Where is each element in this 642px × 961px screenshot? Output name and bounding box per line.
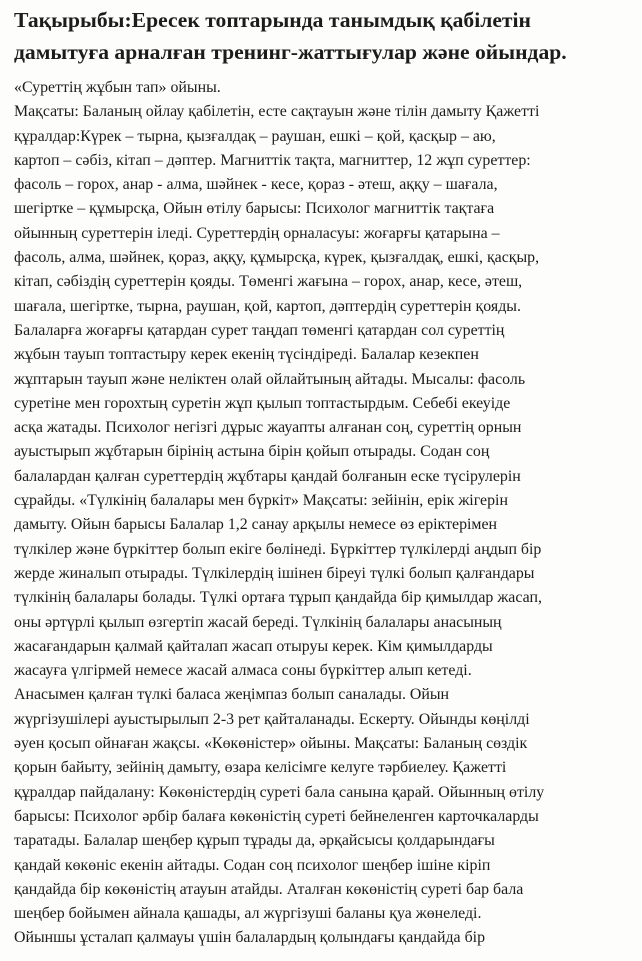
body-text-line: шегіртке – құмырсқа, Ойын өтілу барысы: Психолог магниттік тақтаға bbox=[14, 200, 495, 218]
body-text-line: жүргізушілері ауыстырылып 2-3 рет қайталанады. Ескерту. Ойынды көңілді bbox=[14, 710, 530, 728]
body-text-line: асқа жатады. Психолог негізгі дұрыс жауапты алғанан соң, суреттің орнын bbox=[14, 419, 522, 437]
body-text-line: оны әртүрлі қылып өзгертіп жасай береді. Түлкінің балалары анасының bbox=[14, 613, 502, 631]
body-text-line: фасоль, алма, шәйнек, қораз, аққу, құмырсқа, күрек, қызғалдақ, ешкі, қасқыр, bbox=[14, 249, 540, 267]
title-line: Тақырыбы:Ересек топтарында танымдық қабілетін bbox=[14, 8, 531, 32]
body-text-line: түлкілер және бүркіттер болып екіге бөлінеді. Бүркіттер түлкілерді аңдып бір bbox=[14, 540, 542, 558]
body-text-line: ауыстырып жұбтарын бірінің астына бірін қойып отырады. Содан соң bbox=[14, 443, 490, 461]
body-text-line: жұптарын тауып және неліктен олай ойлайтының айтады. Мысалы: фасоль bbox=[14, 370, 526, 388]
body-text-line: «Суреттің жұбын тап» ойыны. bbox=[14, 79, 221, 96]
body-text-line: қандай көкөніс екенін айтады. Содан соң психолог шеңбер ішіне кіріп bbox=[14, 856, 491, 874]
body-text-line: құралдар:Күрек – тырна, қызғалдақ – раушан, ешкі – қой, қасқыр – аю, bbox=[14, 127, 496, 145]
body-text-line: ойынның суреттерін іледі. Суреттердің орналасуы: жоғарғы қатарына – bbox=[14, 224, 500, 242]
body-text-line: жасағандарын қалмай қайталап жасап отыруы керек. Кім қимылдарды bbox=[14, 637, 493, 655]
body-text-line: жасауға үлгірмей немесе жасай алмаса соны бүркіттер алып кетеді. bbox=[14, 662, 472, 680]
body-text-line: шеңбер бойымен айнала қашады, ал жүргізуші баланы қуа жөнеледі. bbox=[14, 905, 482, 923]
document-title bbox=[14, 4, 634, 68]
body-text-line: картоп – сәбіз, кітап – дәптер. Магниттік тақта, магниттер, 12 жұп суреттер: bbox=[14, 151, 531, 169]
body-text-line: жерде жиналып отырады. Түлкілердің ішінен біреуі түлкі болып қалғандары bbox=[14, 564, 535, 582]
body-text-line: құралдар пайдалану: Көкөністердің суреті бала санына қарай. Ойынның өтілу bbox=[14, 783, 545, 801]
body-text-line: Балаларға жоғарғы қатардан сурет таңдап төменгі қатардан сол суреттің bbox=[14, 321, 505, 339]
body-text-line: әуен қосып ойнаған жақсы. «Көкөністер» ойыны. Мақсаты: Баланың сөздік bbox=[14, 735, 528, 753]
body-text-line: Мақсаты: Баланың ойлау қабілетін, есте сақтауын және тілін дамыту Қажетті bbox=[14, 103, 540, 121]
body-text-line: қандайда бір көкөністің атауын атайды. Аталған көкөністің суреті бар бала bbox=[14, 880, 524, 898]
body-text-line: барысы: Психолог әрбір балаға көкөністің суреті бейнеленген карточкаларды bbox=[14, 807, 539, 825]
body-text-line: дамыту. Ойын барысы Балалар 1,2 санау арқылы немесе өз еріктерімен bbox=[14, 516, 498, 534]
body-text-line: Ойыншы ұсталап қалмауы үшін балалардың қолындағы қандайда бір bbox=[14, 929, 486, 947]
body-text-line: қорын байыту, зейінің дамыту, өзара келісімге келуге тәрбиелеу. Қажетті bbox=[14, 759, 507, 777]
body-text-line: түлкінің балалары болады. Түлкі ортаға тұрып қандайда бір қимылдар жасап, bbox=[14, 589, 542, 607]
body-text-line: таратады. Балалар шеңбер құрып тұрады да, әрқайсысы қолдарындағы bbox=[14, 832, 495, 850]
body-text-line: кітап, сәбіздің суреттерін қояды. Төменгі жағына – горох, анар, кесе, әтеш, bbox=[14, 273, 523, 291]
title-line: дамытуға арналған тренинг-жаттығулар және ойындар. bbox=[14, 40, 567, 64]
body-text-line: фасоль – горох, анар - алма, шәйнек - кесе, қораз - әтеш, аққу – шағала, bbox=[14, 176, 498, 194]
body-text-line: балалардан қалған суреттердің жұбтары қандай болғанын еске түсірулерін bbox=[14, 467, 521, 485]
document-body bbox=[14, 76, 634, 951]
body-text-line: шағала, шегіртке, тырна, раушан, қой, картоп, дәптердің суреттерін қояды. bbox=[14, 297, 521, 315]
body-text-line: Анасымен қалған түлкі баласа жеңімпаз болып саналады. Ойын bbox=[14, 686, 450, 704]
body-text-line: жұбын тауып топтастыру керек екенің түсіндіреді. Балалар кезекпен bbox=[14, 346, 479, 364]
body-text-line: сұрайды. «Түлкінің балалары мен бүркіт» Мақсаты: зейінін, ерік жігерін bbox=[14, 492, 508, 510]
body-text-line: суретіне мен горохтың суретін жұп қылып топтастырдым. Себебі екеуіде bbox=[14, 394, 511, 412]
